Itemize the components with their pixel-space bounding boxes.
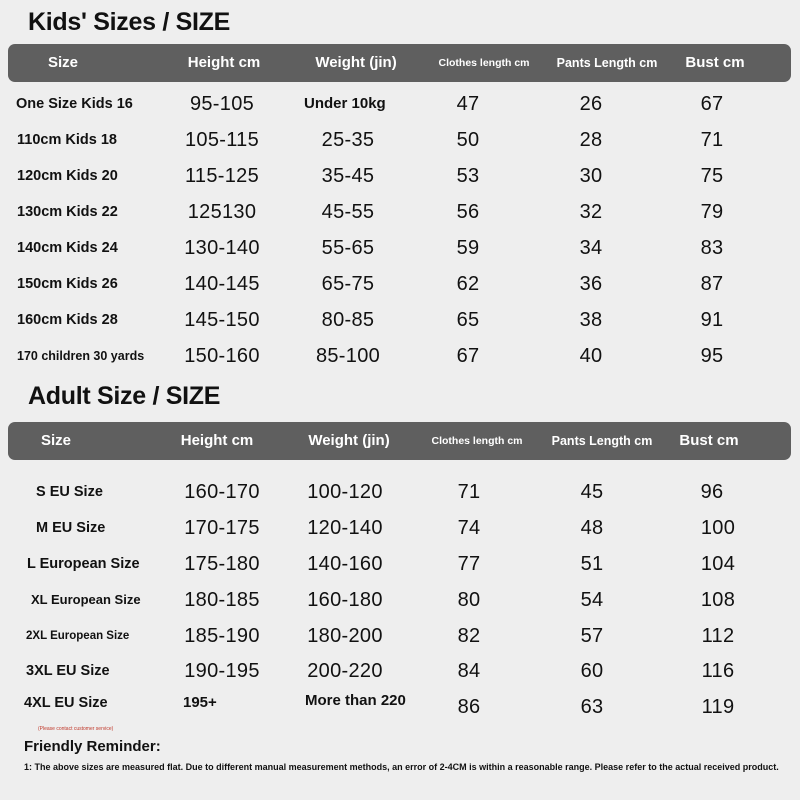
table-row xyxy=(0,341,800,371)
size-cell: S EU Size xyxy=(36,484,103,500)
size-cell: L European Size xyxy=(27,556,140,572)
height-cell: 95-105 xyxy=(189,93,255,115)
contact-service-notice: (Please contact customer service) xyxy=(38,726,114,732)
size-cell: 3XL EU Size xyxy=(26,663,110,679)
size-cell: 120cm Kids 20 xyxy=(17,168,118,184)
header-pants-length: Pants Length cm xyxy=(551,434,653,448)
adult-table-header xyxy=(8,422,791,460)
table-row xyxy=(0,233,800,263)
bust-cell: 104 xyxy=(700,553,736,575)
bust-cell: 75 xyxy=(700,165,724,187)
size-cell: 4XL EU Size xyxy=(24,695,108,711)
bust-cell: 83 xyxy=(700,237,724,259)
weight-cell: 120-140 xyxy=(307,517,383,539)
table-row xyxy=(0,161,800,191)
reminder-text: 1: The above sizes are measured flat. Due to different manual measurement methods, an error of 2-4CM is within a reasonable range. Please refer to the actual received product. xyxy=(24,762,779,772)
header-size: Size xyxy=(40,432,72,449)
height-cell: 180-185 xyxy=(184,589,260,611)
weight-cell: 55-65 xyxy=(321,237,375,259)
clothes-length-cell: 56 xyxy=(456,201,480,223)
pants-length-cell: 28 xyxy=(579,129,603,151)
bust-cell: 112 xyxy=(701,625,735,647)
clothes-length-cell: 86 xyxy=(457,696,481,718)
pants-length-cell: 54 xyxy=(580,589,604,611)
clothes-length-cell: 67 xyxy=(456,345,480,367)
size-cell: 2XL European Size xyxy=(26,630,130,642)
pants-length-cell: 60 xyxy=(580,660,604,682)
table-row xyxy=(0,585,800,615)
kids-section-title: Kids' Sizes / SIZE xyxy=(28,8,230,36)
pants-length-cell: 57 xyxy=(580,625,604,647)
height-cell: 190-195 xyxy=(184,660,260,682)
clothes-length-cell: 74 xyxy=(457,517,481,539)
pants-length-cell: 48 xyxy=(580,517,604,539)
clothes-length-cell: 53 xyxy=(456,165,480,187)
header-weight: Weight (jin) xyxy=(315,54,397,71)
bust-cell: 108 xyxy=(700,589,736,611)
bust-cell: 67 xyxy=(700,93,724,115)
bust-cell: 87 xyxy=(700,273,724,295)
header-bust: Bust cm xyxy=(679,432,739,449)
kids-table-header xyxy=(8,44,791,82)
clothes-length-cell: 80 xyxy=(457,589,481,611)
weight-cell: 35-45 xyxy=(321,165,375,187)
pants-length-cell: 45 xyxy=(580,481,604,503)
table-row xyxy=(0,305,800,335)
pants-length-cell: 51 xyxy=(580,553,604,575)
pants-length-cell: 36 xyxy=(579,273,603,295)
table-row xyxy=(0,549,800,579)
size-cell: 140cm Kids 24 xyxy=(17,240,118,256)
height-cell: 140-145 xyxy=(184,273,260,295)
weight-cell: 140-160 xyxy=(307,553,383,575)
size-cell: 130cm Kids 22 xyxy=(17,204,118,220)
pants-length-cell: 63 xyxy=(580,696,604,718)
height-cell: 185-190 xyxy=(184,625,260,647)
pants-length-cell: 40 xyxy=(579,345,603,367)
height-cell: 160-170 xyxy=(184,481,260,503)
pants-length-cell: 34 xyxy=(579,237,603,259)
adult-section-title: Adult Size / SIZE xyxy=(28,382,221,410)
weight-cell: 85-100 xyxy=(315,345,381,367)
clothes-length-cell: 47 xyxy=(456,93,480,115)
table-row xyxy=(0,621,800,651)
clothes-length-cell: 77 xyxy=(457,553,481,575)
height-cell: 175-180 xyxy=(184,553,260,575)
bust-cell: 116 xyxy=(701,660,735,682)
clothes-length-cell: 62 xyxy=(456,273,480,295)
size-cell: 150cm Kids 26 xyxy=(17,276,118,292)
bust-cell: 95 xyxy=(700,345,724,367)
weight-cell: More than 220 xyxy=(305,692,406,709)
table-row xyxy=(0,513,800,543)
weight-cell: 160-180 xyxy=(307,589,383,611)
table-row xyxy=(0,89,800,119)
weight-cell: 45-55 xyxy=(321,201,375,223)
clothes-length-cell: 50 xyxy=(456,129,480,151)
height-cell: 105-115 xyxy=(184,129,260,151)
height-cell: 125130 xyxy=(187,201,257,223)
table-row xyxy=(0,197,800,227)
table-row xyxy=(0,692,800,722)
header-pants-length: Pants Length cm xyxy=(556,56,658,70)
height-cell: 195+ xyxy=(183,694,217,711)
clothes-length-cell: 82 xyxy=(457,625,481,647)
size-cell: One Size Kids 16 xyxy=(16,96,133,112)
header-weight: Weight (jin) xyxy=(308,432,390,449)
size-cell: 160cm Kids 28 xyxy=(17,312,118,328)
height-cell: 115-125 xyxy=(184,165,260,187)
clothes-length-cell: 71 xyxy=(457,481,481,503)
header-clothes-length: Clothes length cm xyxy=(438,57,530,69)
size-cell: M EU Size xyxy=(36,520,106,536)
bust-cell: 79 xyxy=(700,201,724,223)
bust-cell: 100 xyxy=(700,517,736,539)
header-size: Size xyxy=(47,54,79,71)
reminder-title: Friendly Reminder: xyxy=(24,738,161,755)
bust-cell: 71 xyxy=(700,129,724,151)
size-cell: 170 children 30 yards xyxy=(17,349,145,363)
weight-cell: 80-85 xyxy=(321,309,375,331)
header-bust: Bust cm xyxy=(685,54,745,71)
bust-cell: 96 xyxy=(700,481,724,503)
height-cell: 130-140 xyxy=(184,237,260,259)
height-cell: 170-175 xyxy=(184,517,260,539)
bust-cell: 119 xyxy=(701,696,735,718)
pants-length-cell: 30 xyxy=(579,165,603,187)
height-cell: 150-160 xyxy=(184,345,260,367)
height-cell: 145-150 xyxy=(184,309,260,331)
weight-cell: Under 10kg xyxy=(304,95,386,112)
weight-cell: 180-200 xyxy=(307,625,383,647)
header-height: Height cm xyxy=(180,432,254,449)
pants-length-cell: 26 xyxy=(579,93,603,115)
weight-cell: 200-220 xyxy=(307,660,383,682)
weight-cell: 25-35 xyxy=(321,129,375,151)
weight-cell: 65-75 xyxy=(321,273,375,295)
bust-cell: 91 xyxy=(700,309,724,331)
weight-cell: 100-120 xyxy=(307,481,383,503)
clothes-length-cell: 59 xyxy=(456,237,480,259)
pants-length-cell: 32 xyxy=(579,201,603,223)
table-row xyxy=(0,125,800,155)
header-height: Height cm xyxy=(187,54,261,71)
table-row xyxy=(0,477,800,507)
table-row xyxy=(0,269,800,299)
pants-length-cell: 38 xyxy=(579,309,603,331)
clothes-length-cell: 84 xyxy=(457,660,481,682)
clothes-length-cell: 65 xyxy=(456,309,480,331)
header-clothes-length: Clothes length cm xyxy=(431,435,523,447)
table-row xyxy=(0,656,800,686)
size-cell: XL European Size xyxy=(31,592,141,607)
size-cell: 110cm Kids 18 xyxy=(17,132,117,148)
